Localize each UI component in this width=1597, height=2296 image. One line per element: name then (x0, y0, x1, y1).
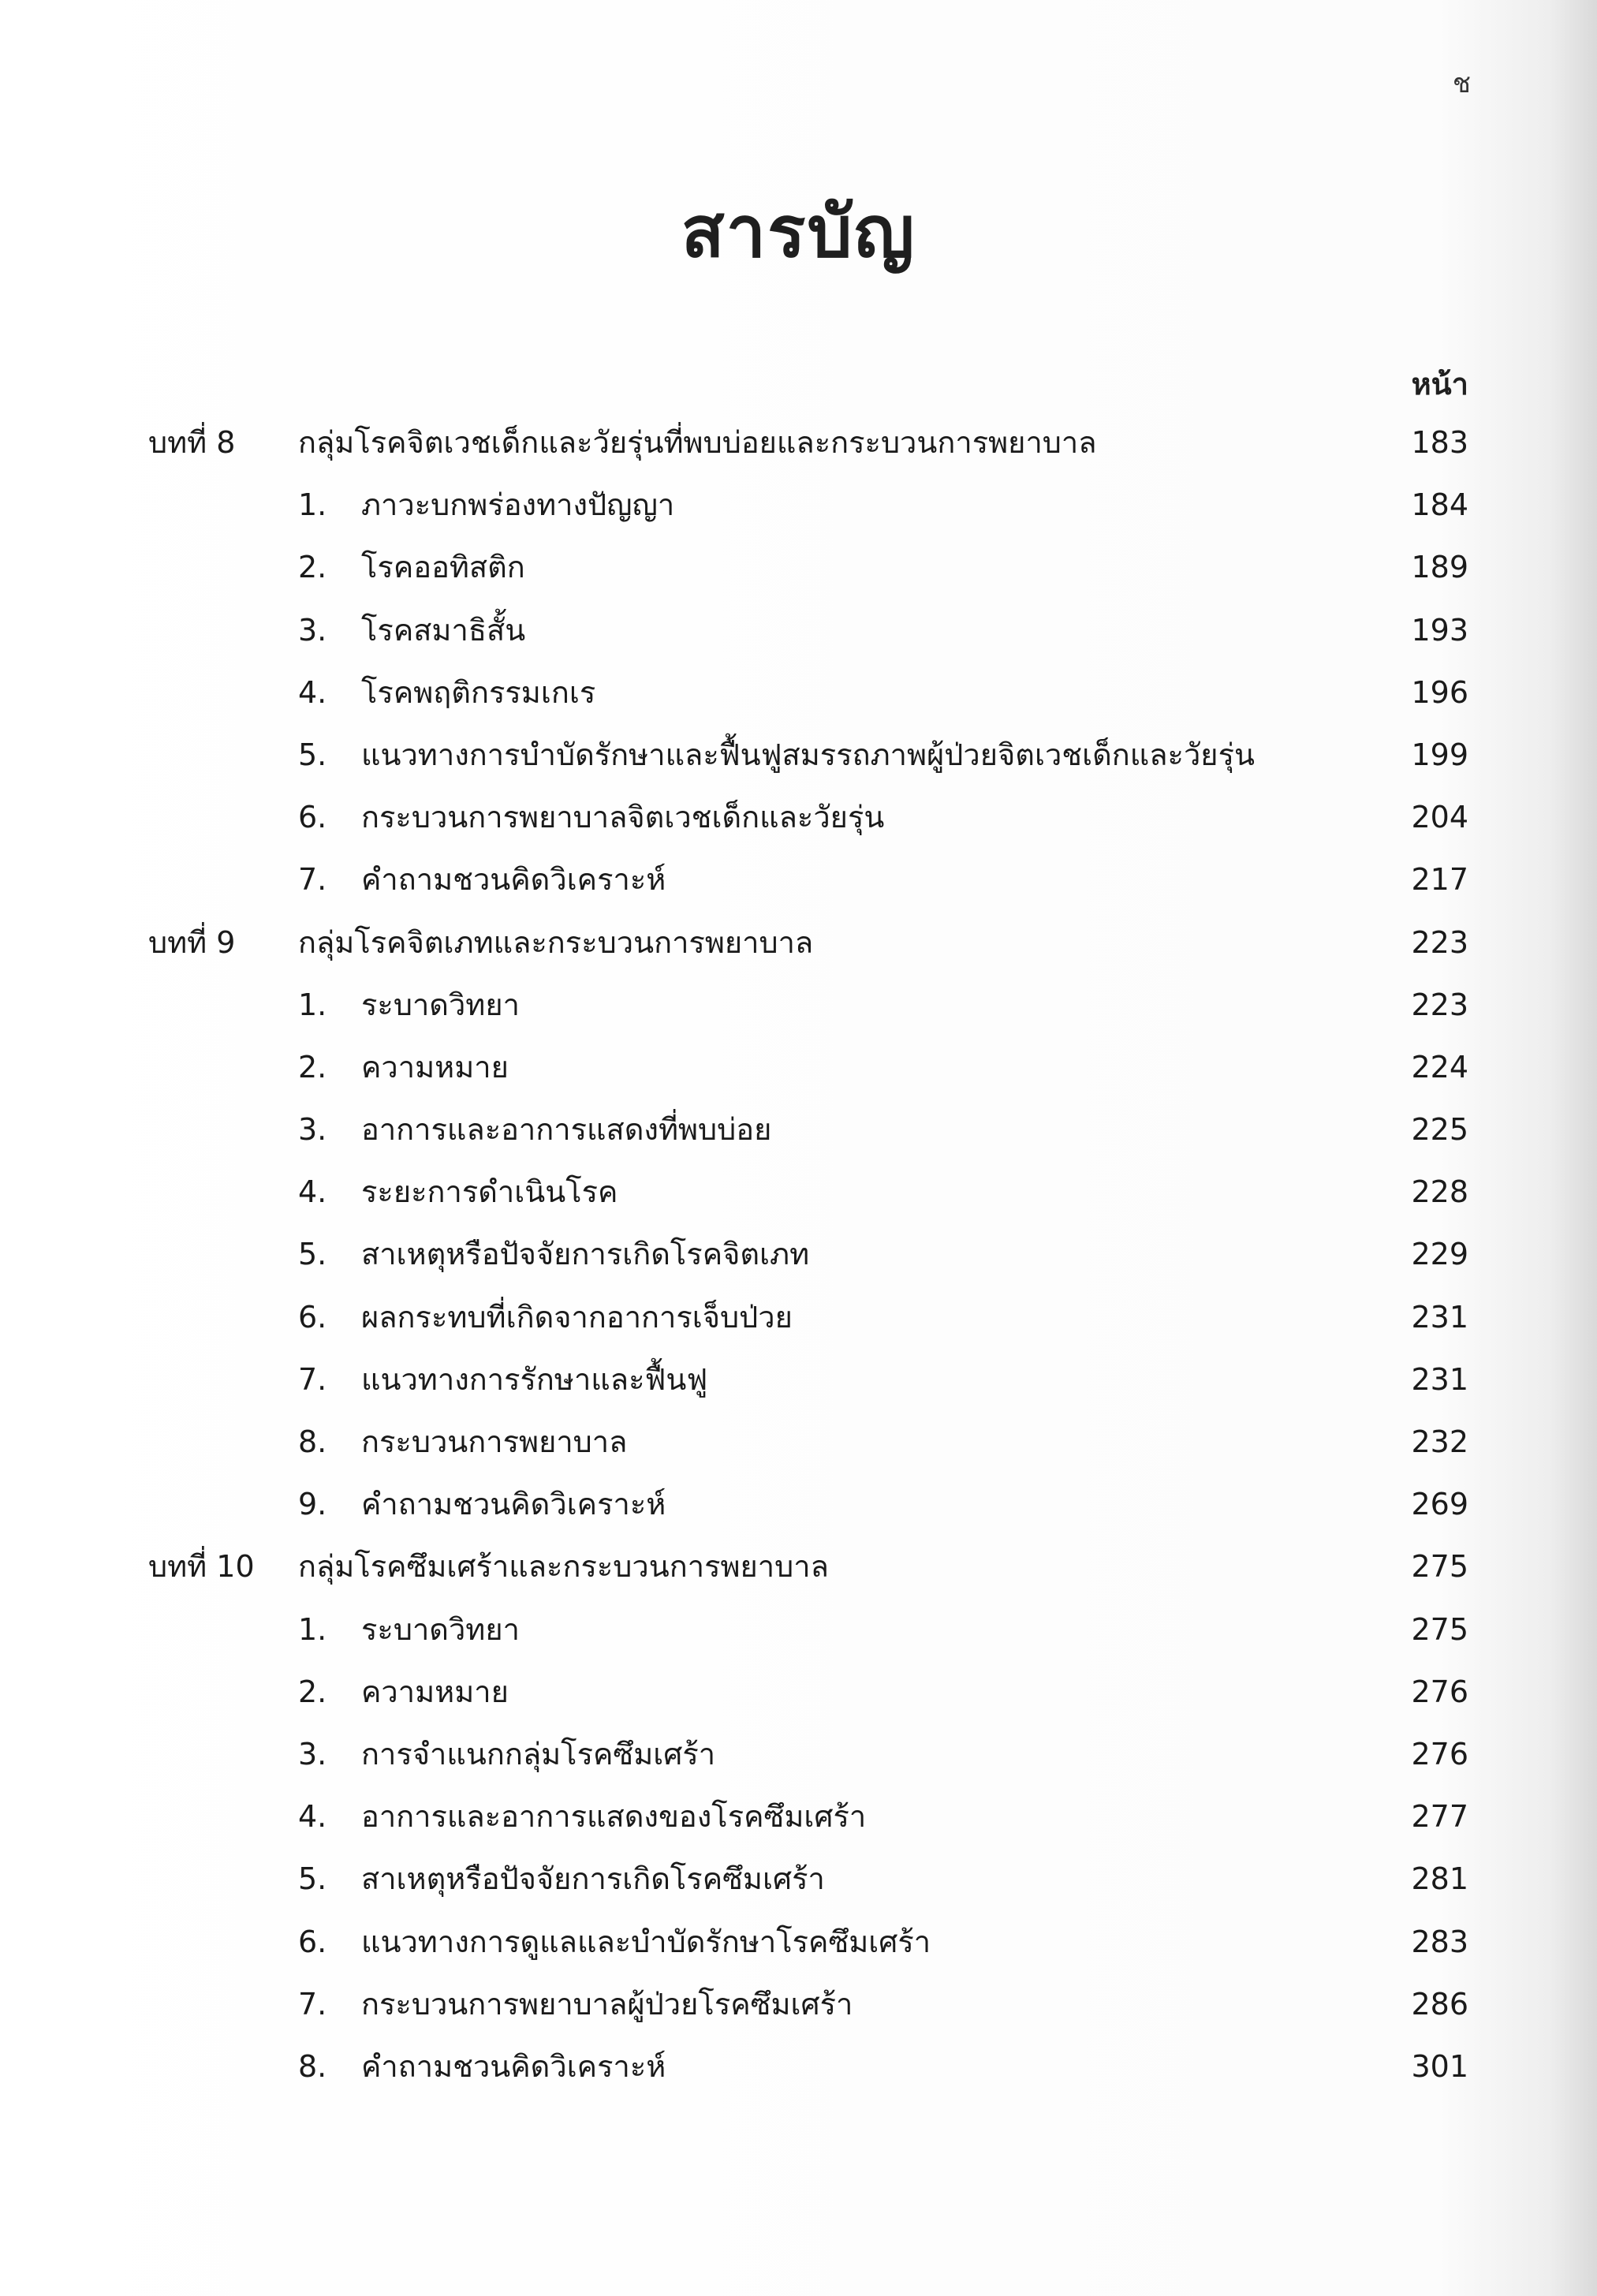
toc-item (0, 849, 1597, 911)
table-of-contents (0, 412, 1597, 2098)
item-title: ภาวะบกพร่องทางปัญญา (361, 487, 675, 523)
item-title: ความหมาย (361, 1049, 509, 1085)
item-page: 286 (1411, 1986, 1468, 2022)
chapter-label: บทที่ 9 (148, 924, 236, 960)
toc-item (0, 724, 1597, 786)
toc-item (0, 1911, 1597, 1973)
item-page: 224 (1411, 1049, 1468, 1085)
item-number: 2. (298, 1049, 327, 1085)
item-title: สาเหตุหรือปัจจัยการเกิดโรคจิตเภท (361, 1237, 810, 1272)
page-column-header: หน้า (1411, 367, 1468, 401)
toc-item (0, 2036, 1597, 2098)
toc-item (0, 1099, 1597, 1161)
item-page: 275 (1411, 1611, 1468, 1647)
item-page: 231 (1411, 1361, 1468, 1397)
item-title: อาการและอาการแสดงของโรคซึมเศร้า (361, 1799, 867, 1835)
chapter-page: 275 (1411, 1549, 1468, 1585)
item-number: 4. (298, 1174, 327, 1210)
item-page: 301 (1411, 2048, 1468, 2084)
chapter-label: บทที่ 10 (148, 1549, 255, 1585)
item-title: การจำแนกกลุ่มโรคซึมเศร้า (361, 1736, 716, 1771)
item-page: 276 (1411, 1674, 1468, 1709)
item-title: แนวทางการรักษาและฟื้นฟู (361, 1361, 708, 1397)
item-number: 2. (298, 1674, 327, 1709)
item-title: อาการและอาการแสดงที่พบบ่อย (361, 1112, 772, 1148)
item-number: 3. (298, 612, 327, 648)
item-title: คำถามชวนคิดวิเคราะห์ (361, 1487, 666, 1522)
chapter-page: 183 (1411, 425, 1468, 460)
item-number: 8. (298, 2048, 327, 2084)
item-number: 8. (298, 1424, 327, 1459)
item-title: แนวทางการดูแลและบำบัดรักษาโรคซึมเศร้า (361, 1924, 931, 1959)
item-number: 4. (298, 1799, 327, 1835)
item-number: 9. (298, 1487, 327, 1522)
item-title: กระบวนการพยาบาลจิตเวชเด็กและวัยรุ่น (361, 800, 885, 835)
chapter-row (0, 1536, 1597, 1598)
item-number: 7. (298, 862, 327, 898)
toc-item (0, 1599, 1597, 1661)
item-title: คำถามชวนคิดวิเคราะห์ (361, 2048, 666, 2084)
item-title: ความหมาย (361, 1674, 509, 1709)
item-page: 217 (1411, 862, 1468, 898)
item-title: ระบาดวิทยา (361, 987, 520, 1022)
item-title: ระยะการดำเนินโรค (361, 1174, 618, 1210)
toc-item (0, 1723, 1597, 1786)
item-title: สาเหตุหรือปัจจัยการเกิดโรคซึมเศร้า (361, 1861, 825, 1897)
item-number: 5. (298, 1861, 327, 1897)
toc-item (0, 474, 1597, 536)
toc-item (0, 1223, 1597, 1286)
toc-item (0, 1286, 1597, 1349)
item-number: 3. (298, 1736, 327, 1771)
chapter-title: กลุ่มโรคจิตเวชเด็กและวัยรุ่นที่พบบ่อยและกระบวนการพยาบาล (298, 425, 1097, 460)
item-title: โรคพฤติกรรมเกเร (361, 674, 596, 710)
item-page: 184 (1411, 487, 1468, 523)
item-title: ผลกระทบที่เกิดจากอาการเจ็บป่วย (361, 1299, 793, 1335)
item-number: 5. (298, 737, 327, 772)
item-number: 1. (298, 987, 327, 1022)
toc-item (0, 1411, 1597, 1473)
item-page: 225 (1411, 1112, 1468, 1148)
item-number: 1. (298, 487, 327, 523)
toc-item (0, 536, 1597, 599)
item-number: 4. (298, 674, 327, 710)
chapter-label: บทที่ 8 (148, 425, 236, 460)
item-page: 204 (1411, 800, 1468, 835)
chapter-row (0, 412, 1597, 474)
item-page: 223 (1411, 987, 1468, 1022)
toc-item (0, 599, 1597, 662)
item-title: กระบวนการพยาบาล (361, 1424, 628, 1459)
page-title: สารบัญ (681, 191, 916, 274)
toc-item (0, 1661, 1597, 1723)
chapter-page: 223 (1411, 924, 1468, 960)
item-number: 3. (298, 1112, 327, 1148)
item-number: 5. (298, 1237, 327, 1272)
item-number: 1. (298, 1611, 327, 1647)
item-title: โรคสมาธิสั้น (361, 612, 526, 648)
toc-item (0, 786, 1597, 849)
item-page: 232 (1411, 1424, 1468, 1459)
item-number: 6. (298, 1924, 327, 1959)
item-number: 7. (298, 1986, 327, 2022)
item-number: 6. (298, 1299, 327, 1335)
item-number: 7. (298, 1361, 327, 1397)
item-page: 229 (1411, 1237, 1468, 1272)
toc-item (0, 1848, 1597, 1910)
item-title: คำถามชวนคิดวิเคราะห์ (361, 862, 666, 898)
chapter-row (0, 912, 1597, 974)
item-number: 2. (298, 550, 327, 585)
item-title: แนวทางการบำบัดรักษาและฟื้นฟูสมรรถภาพผู้ป่วยจิตเวชเด็กและวัยรุ่น (361, 737, 1255, 772)
toc-item (0, 662, 1597, 724)
item-page: 281 (1411, 1861, 1468, 1897)
item-title: โรคออทิสติก (361, 550, 525, 585)
item-title: กระบวนการพยาบาลผู้ป่วยโรคซึมเศร้า (361, 1986, 853, 2022)
item-page: 199 (1411, 737, 1468, 772)
item-page: 231 (1411, 1299, 1468, 1335)
toc-item (0, 1973, 1597, 2036)
item-title: ระบาดวิทยา (361, 1611, 520, 1647)
toc-item (0, 1786, 1597, 1848)
item-page: 189 (1411, 550, 1468, 585)
toc-item (0, 1161, 1597, 1223)
item-page: 193 (1411, 612, 1468, 648)
item-number: 6. (298, 800, 327, 835)
chapter-title: กลุ่มโรคจิตเภทและกระบวนการพยาบาล (298, 924, 814, 960)
chapter-title: กลุ่มโรคซึมเศร้าและกระบวนการพยาบาล (298, 1549, 829, 1585)
page-number-letter: ช (1452, 68, 1471, 99)
item-page: 276 (1411, 1736, 1468, 1771)
toc-item (0, 1349, 1597, 1411)
toc-item (0, 1473, 1597, 1536)
toc-item (0, 1036, 1597, 1099)
item-page: 196 (1411, 674, 1468, 710)
item-page: 269 (1411, 1487, 1468, 1522)
item-page: 283 (1411, 1924, 1468, 1959)
toc-item (0, 974, 1597, 1036)
item-page: 228 (1411, 1174, 1468, 1210)
item-page: 277 (1411, 1799, 1468, 1835)
